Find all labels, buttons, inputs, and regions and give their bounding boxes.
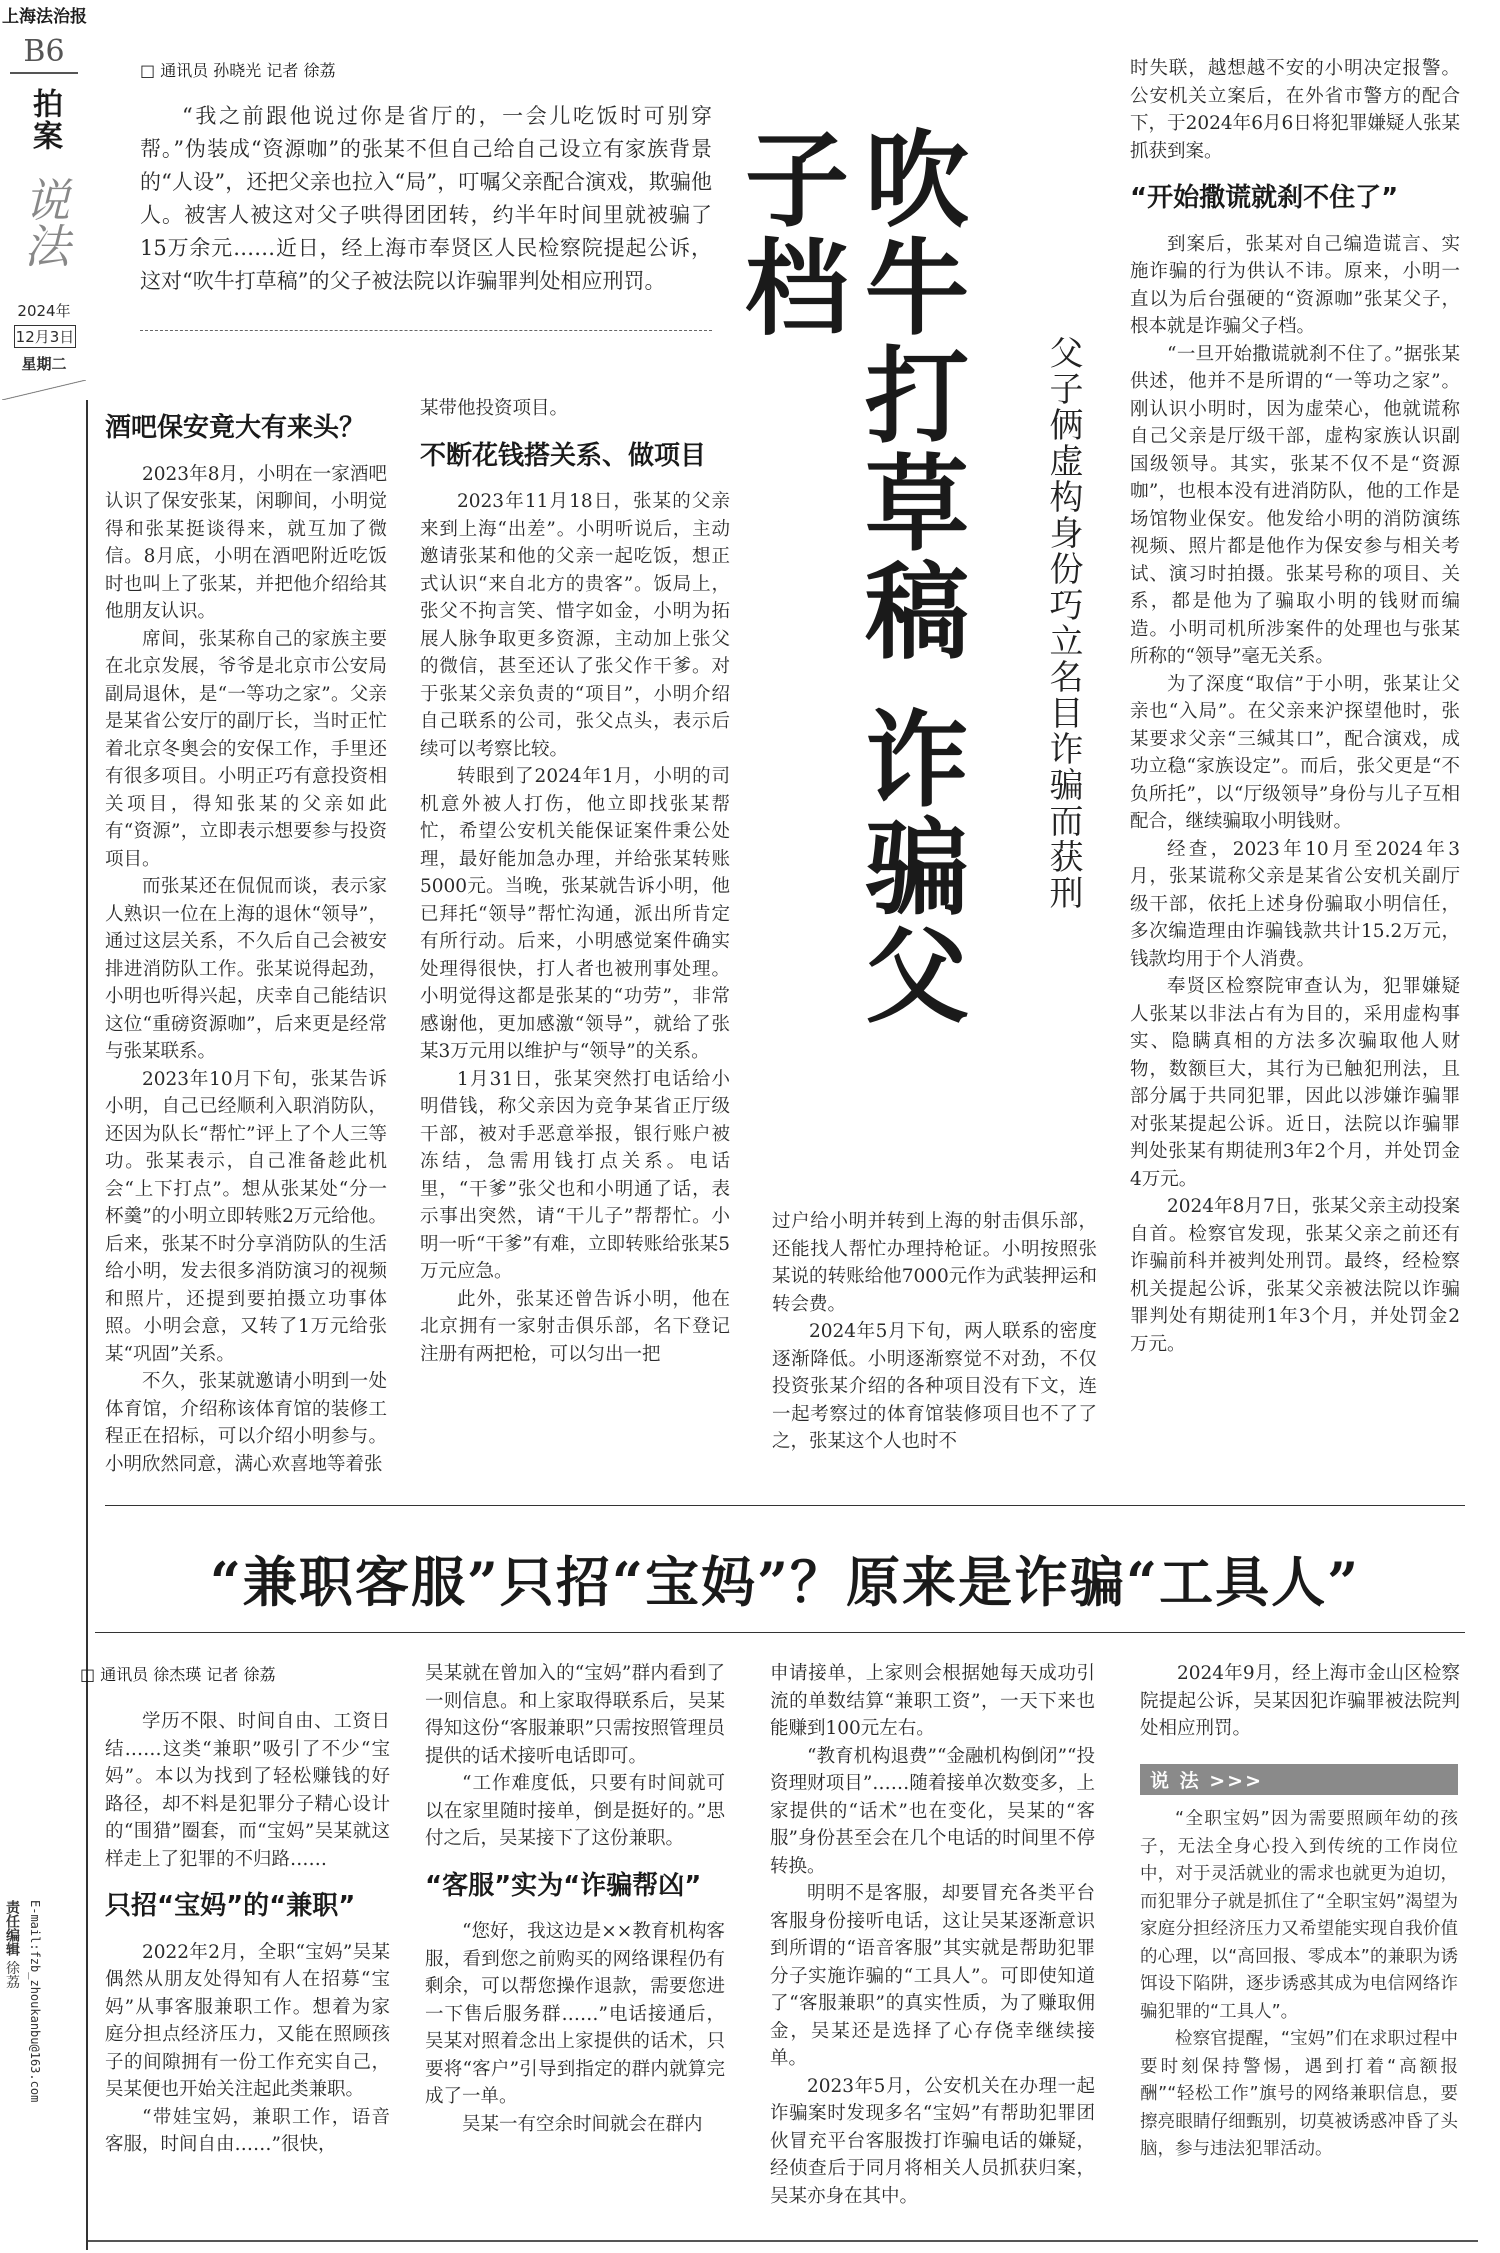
- paragraph: 到案后，张某对自己编造谎言、实施诈骗的行为供认不讳。原来，小明一直以为后台强硬的“资源咖”张某父子，根本就是诈骗父子档。: [1130, 233, 1460, 337]
- paragraph: 此外，张某还曾告诉小明，他在北京拥有一家射击俱乐部，名下登记注册有两把枪，可以匀出一把: [420, 1288, 730, 1365]
- paragraph: 吴某一有空余时间就会在群内: [462, 2113, 703, 2135]
- paragraph: “带娃宝妈，兼职工作，语音客服，时间自由……”很快，: [105, 2106, 390, 2155]
- paragraph: 时失联，越想越不安的小明决定报警。公安机关立案后，在外省市警方的配合下，于2024年6月6日将犯罪嫌疑人张某抓获到案。: [1130, 58, 1460, 162]
- paragraph: 2024年5月下旬，两人联系的密度逐渐降低。小明逐渐察觉不对劲，不仅投资张某介绍的各种项目没有下文，连一起考察过的体育馆装修项目也不了了之，张某这个人也时不: [772, 1321, 1097, 1452]
- issue-year: 2024年: [17, 302, 71, 320]
- paragraph: 1月31日，张某突然打电话给小明借钱，称父亲因为竞争某省正厅级干部，被对手恶意举报，银行账户被冻结，急需用钱打点关系。电话里，“干爹”张父也和小明通了话，表示事出突然，请“干儿子”帮帮忙。小明一听“干爹”有难，立即转账给张某5万元应急。: [420, 1068, 730, 1282]
- section-name: 拍案 说法: [17, 88, 71, 268]
- paragraph: 2023年8月，小明在一家酒吧认识了保安张某，闲聊间，小明觉得和张某挺谈得来，就互加了微信。8月底，小明在酒吧附近吃饭时也叫上了张某，并把他介绍给其他朋友认识。: [105, 463, 387, 622]
- paragraph: 吴某就在曾加入的“宝妈”群内看到了一则信息。和上家取得联系后，吴某得知这份“客服兼职”只需按照管理员提供的话术接听电话即可。: [425, 1663, 725, 1767]
- paragraph: 明明不是客服，却要冒充各类平台客服身份接听电话，这让吴某逐渐意识到所谓的“语音客服”其实就是帮助犯罪分子实施诈骗的“工具人”。可即使知道了“客服兼职”的真实性质，为了赚取佣金，吴某还是选择了心存侥幸继续接单。: [770, 1883, 1095, 2069]
- story2-col4: [1140, 1660, 1460, 1743]
- issue-date: 12月3日: [14, 325, 76, 348]
- story1-headline-text: 吹牛打草稿 诈骗父子档: [727, 125, 970, 1030]
- paragraph: 为了深度“取信”于小明，张某让父亲也“入局”。在父亲来沪探望他时，张某要求父亲“三缄其口”，配合演戏，成功立稳“家族设定”。而后，张父更是“不负所托”，以“厅级领导”身份与儿子互相配合，继续骗取小明钱财。: [1130, 673, 1460, 832]
- paragraph: 2023年5月，公安机关在办理一起诈骗案时发现多名“宝妈”有帮助犯罪团伙冒充平台客服拨打诈骗电话的嫌疑，经侦查后于同月将相关人员抓获归案，吴某亦身在其中。: [770, 2075, 1095, 2207]
- story1-byline: □ 通讯员 孙晓光 记者 徐荔: [140, 61, 336, 80]
- paragraph: 2024年8月7日，张某父亲主动投案自首。检察官发现，张某父亲之前还有诈骗前科并被判处刑罚。最终，经检察机关提起公诉，张某父亲被法院以诈骗罪判处有期徒刑1年3个月，并处罚金2万元。: [1130, 1196, 1460, 1355]
- editor-credit: 责任编辑 徐荔: [4, 1900, 20, 1989]
- story1-col2: [420, 395, 730, 1368]
- story1-subheadline: 父子俩虚构身份巧立名目诈骗而获刑: [1043, 335, 1083, 911]
- paragraph: 2023年11月18日，张某的父亲来到上海“出差”。小明听说后，主动邀请张某和他的父亲一起吃饭，想正式认识“来自北方的贵客”。饭局上，张父不拘言笑、惜字如金，小明为拓展人脉争取更多资源，主动加上张父的微信，甚至还认了张父作干爹。对于张某父亲负责的“项目”，小明介绍自己联系的公司，张父点头，表示后续可以考察比较。: [420, 491, 730, 760]
- commentary-paragraph: “全职宝妈”因为需要照顾年幼的孩子，无法全身心投入到传统的工作岗位中，对于灵活就业的需求也就更为迫切，而犯罪分子就是抓住了“全职宝妈”渴望为家庭分担经济压力又希望能实现自我价值的心理，以“高回报、零成本”的兼职为诱饵设下陷阱，逐步诱惑其成为电信网络诈骗犯罪的“工具人”。: [1140, 1809, 1458, 2022]
- paragraph: 不久，张某就邀请小明到一处体育馆，介绍称该体育馆的装修工程正在招标，可以介绍小明参与。小明欣然同意，满心欢喜地等着张: [105, 1371, 387, 1475]
- paragraph: 转眼到了2024年1月，小明的司机意外被人打伤，他立即找张某帮忙，希望公安机关能保证案件秉公处理，最好能加急办理，并给张某转账5000元。当晚，张某就告诉小明，他已拜托“领导”帮忙沟通，派出所肯定有所行动。后来，小明感觉案件确实处理得很快，打人者也被刑事处理。小明觉得这都是张某的“功劳”，非常感谢他，更加感激“领导”，就给了张某3万元用以维护与“领导”的关系。: [420, 766, 730, 1062]
- shuofa-label: 说 法 >>>: [1140, 1764, 1458, 1795]
- paper-name: 上海法治报: [2, 7, 87, 27]
- paragraph: 学历不限、时间自由、工资日结……这类“兼职”吸引了不少“宝妈”。本以为找到了轻松赚钱的好路径，却不料是犯罪分子精心设计的“围猎”圈套，而“宝妈”吴某就这样走上了犯罪的不归路……: [105, 1711, 390, 1870]
- story1-col4: [1130, 55, 1460, 1358]
- section-sideband: [0, 0, 88, 2253]
- story2-col3: [770, 1660, 1095, 2210]
- subheading: 只招“宝妈”的“兼职”: [105, 1891, 356, 1921]
- paragraph: 奉贤区检察院审查认为，犯罪嫌疑人张某以非法占有为目的，采用虚构事实、隐瞒真相的方法多次骗取他人财物，数额巨大，其行为已触犯刑法，且部分属于共同犯罪，因此以涉嫌诈骗罪对张某提起公诉。近日，法院以诈骗罪判处张某有期徒刑3年2个月，并处罚金4万元。: [1130, 976, 1460, 1190]
- paragraph: 过户给小明并转到上海的射击俱乐部，还能找人帮忙办理持枪证。小明按照张某说的转账给他7000元作为武装押运和转会费。: [772, 1211, 1097, 1315]
- paragraph: 2023年10月下旬，张某告诉小明，自己已经顺利入职消防队，还因为队长“帮忙”评上了个人三等功。张某表示，自己准备趁此机会“上下打点”。想从张某处“分一杯羹”的小明立即转账2万元给他。后来，张某不时分享消防队的生活给小明，发去很多消防演习的视频和照片，还提到要拍摄立功事体照。小明会意，又转了1万元给张某“巩固”关系。: [105, 1068, 387, 1365]
- subheading: “开始撒谎就刹不住了”: [1130, 183, 1399, 213]
- shuofa-commentary: [1140, 1806, 1458, 2164]
- paragraph: 申请接单，上家则会根据她每天成功引流的单数结算“兼职工资”，一天下来也能赚到100元左右。: [770, 1663, 1095, 1739]
- story2-col2: [425, 1660, 725, 2138]
- story1-headline: [727, 55, 1108, 1095]
- subheading: “客服”实为“诈骗帮凶”: [425, 1870, 702, 1901]
- paragraph: 2024年9月，经上海市金山区检察院提起公诉，吴某因犯诈骗罪被法院判处相应刑罚。: [1140, 1663, 1460, 1739]
- paragraph: 经查，2023年10月至2024年3月，张某谎称父亲是某省公安机关副厅级干部，依托上述身份骗取小明信任，多次编造理由诈骗钱款共计15.2万元，钱款均用于个人消费。: [1130, 838, 1460, 970]
- story1-col3: [772, 1208, 1097, 1456]
- story2-headline: “兼职客服”只招“宝妈”？原来是诈骗“工具人”: [209, 1550, 1361, 1614]
- paragraph: “教育机构退费”“金融机构倒闭”“投资理财项目”……随着接单次数变多，上家提供的“话术”也在变化，吴某的“客服”身份甚至会在几个电话的时间里不停转换。: [770, 1745, 1095, 1877]
- page-number: B6: [23, 34, 65, 69]
- story1-col1: [105, 395, 387, 1478]
- commentary-paragraph: 检察官提醒，“宝妈”们在求职过程中要时刻保持警惕，遇到打着“高额报酬”“轻松工作”旗号的网络兼职信息，要擦亮眼睛仔细甄别，切莫被诱惑冲昏了头脑，参与违法犯罪活动。: [1140, 2029, 1458, 2159]
- story2-byline: □ 通讯员 徐杰瑛 记者 徐荔: [80, 1665, 276, 1684]
- paragraph: 2022年2月，全职“宝妈”吴某偶然从朋友处得知有人在招募“宝妈”从事客服兼职工作。想着为家庭分担点经济压力，又能在照顾孩子的间隙拥有一份工作充实自己，吴某便也开始关注起此类兼职。: [105, 1941, 390, 2100]
- issue-weekday: 星期二: [21, 355, 67, 373]
- subheading: 酒吧保安竟大有来头？: [105, 413, 366, 443]
- subheading: 不断花钱搭关系、做项目: [420, 440, 707, 471]
- paragraph: 某带他投资项目。: [420, 398, 569, 419]
- paragraph: “您好，我这边是××教育机构客服，看到您之前购买的网络课程仍有剩余，可以帮您操作退款，需要您进一下售后服务群……”电话接通后，吴某对照着念出上家提供的话术，只要将“客户”引导到指定的群内就算完成了一单。: [425, 1921, 725, 2107]
- editor-email: E-mail:fzb_zhoukanbu@163.com: [28, 1900, 42, 2103]
- story2-col1: [105, 1708, 390, 2159]
- paragraph: 席间，张某称自己的家族主要在北京发展，爷爷是北京市公安局副局退休，是“一等功之家”。父亲是某省公安厅的副厅长，当时正忙着北京冬奥会的安保工作，手里还有很多项目。小明正巧有意投资相关项目，得知张某的父亲如此有“资源”，立即表示想要参与投资项目。: [105, 628, 387, 870]
- paragraph: “一旦开始撒谎就刹不住了。”据张某供述，他并不是所谓的“一等功之家”。刚认识小明时，因为虚荣心，他就谎称自己父亲是厅级干部，虚构家族认识副国级领导。其实，张某不仅不是“资源咖”，也根本没有进消防队，他的工作是场馆物业保安。他发给小明的消防演练视频、照片都是他作为保安参与相关考试、演习时拍摄。张某号称的项目、关系，都是他为了骗取小明的钱财而编造。小明司机所涉案件的处理也与张某所称的“领导”毫无关系。: [1130, 343, 1460, 667]
- paragraph: 而张某还在侃侃而谈，表示家人熟识一位在上海的退休“领导”，通过这层关系，不久后自己会被安排进消防队工作。张某说得起劲，小明也听得兴起，庆幸自己能结识这位“重磅资源咖”，后来更是经常与张某联系。: [105, 876, 387, 1062]
- story1-lead: “我之前跟他说过你是省厅的，一会儿吃饭时可别穿帮。”伪装成“资源咖”的张某不但自己给自己设立有家族背景的“人设”，还把父亲也拉入“局”，叮嘱父亲配合演戏，欺骗他人。被害人被这对父子哄得团团转，约半年时间里就被骗了15万余元……近日，经上海市奉贤区人民检察院提起公诉，这对“吹牛打草稿”的父子被法院以诈骗罪判处相应刑罚。: [140, 104, 712, 293]
- paragraph: “工作难度低，只要有时间就可以在家里随时接单，倒是挺好的。”思付之后，吴某接下了这份兼职。: [425, 1773, 725, 1849]
